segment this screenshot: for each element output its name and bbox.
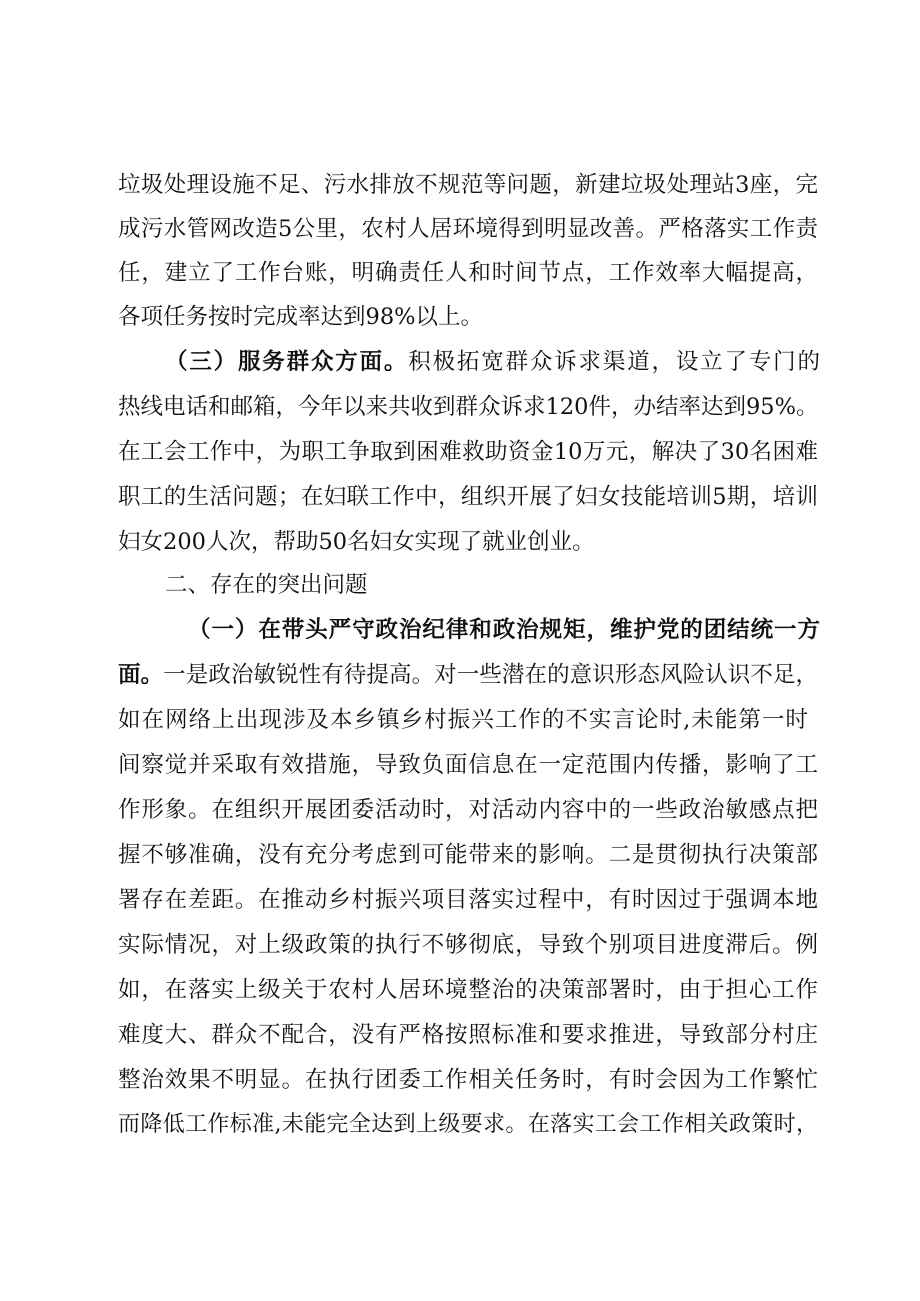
paragraph-line: 如在网络上出现涉及本乡镇乡村振兴工作的不实言论时,未能第一时 — [118, 707, 808, 733]
paragraph-line: 而降低工作标准,未能完全达到上级要求。在落实工会工作相关政策时， — [118, 1112, 818, 1137]
paragraph-line: 成污水管网改造5公里，农村人居环境得到明显改善。严格落实工作责 — [118, 216, 818, 242]
section-title-problems: 二、存在的突出问题 — [165, 572, 368, 598]
paragraph-line: 各项任务按时完成率达到98%以上。 — [118, 304, 484, 330]
paragraph-line: 间察觉并采取有效措施，导致负面信息在一定范围内传播，影响了工 — [118, 752, 818, 778]
subsection-heading-line: （一）在带头严守政治纪律和政治规矩，维护党的团结统一方 — [188, 617, 820, 643]
paragraph-line: 如，在落实上级关于农村人居环境整治的决策部署时，由于担心工作 — [118, 977, 818, 1003]
paragraph-line: 面。一是政治敏锐性有待提高。对一些潜在的意识形态风险认识不足， — [118, 662, 818, 688]
section-paragraph-start: （三）服务群众方面。积极拓宽群众诉求渠道，设立了专门的 — [165, 349, 820, 375]
paragraph-line: 整治效果不明显。在执行团委工作相关任务时，有时会因为工作繁忙 — [118, 1067, 818, 1093]
paragraph-line: 垃圾处理设施不足、污水排放不规范等问题，新建垃圾处理站3座，完 — [118, 172, 818, 198]
paragraph-line: 在工会工作中，为职工争取到困难救助资金10万元，解决了30名困难 — [118, 439, 818, 465]
paragraph-line: 署存在差距。在推动乡村振兴项目落实过程中，有时因过于强调本地 — [118, 887, 818, 913]
paragraph-line: 难度大、群众不配合，没有严格按照标准和要求推进，导致部分村庄 — [118, 1022, 818, 1048]
paragraph-line: 热线电话和邮箱，今年以来共收到群众诉求120件，办结率达到95%。 — [118, 394, 819, 420]
paragraph-line: 职工的生活问题；在妇联工作中，组织开展了妇女技能培训5期，培训 — [118, 484, 818, 510]
paragraph-line: 实际情况，对上级政策的执行不够彻底，导致个别项目进度滞后。例 — [118, 932, 818, 958]
paragraph-line: 作形象。在组织开展团委活动时，对活动内容中的一些政治敏感点把 — [118, 797, 818, 823]
paragraph-line: 妇女200人次，帮助50名妇女实现了就业创业。 — [118, 529, 595, 555]
paragraph-line: 任，建立了工作台账，明确责任人和时间节点，工作效率大幅提高， — [118, 260, 818, 286]
section-heading-service: （三）服务群众方面。 — [165, 349, 409, 375]
paragraph-line: 握不够准确，没有充分考虑到可能带来的影响。二是贯彻执行决策部 — [118, 842, 818, 868]
